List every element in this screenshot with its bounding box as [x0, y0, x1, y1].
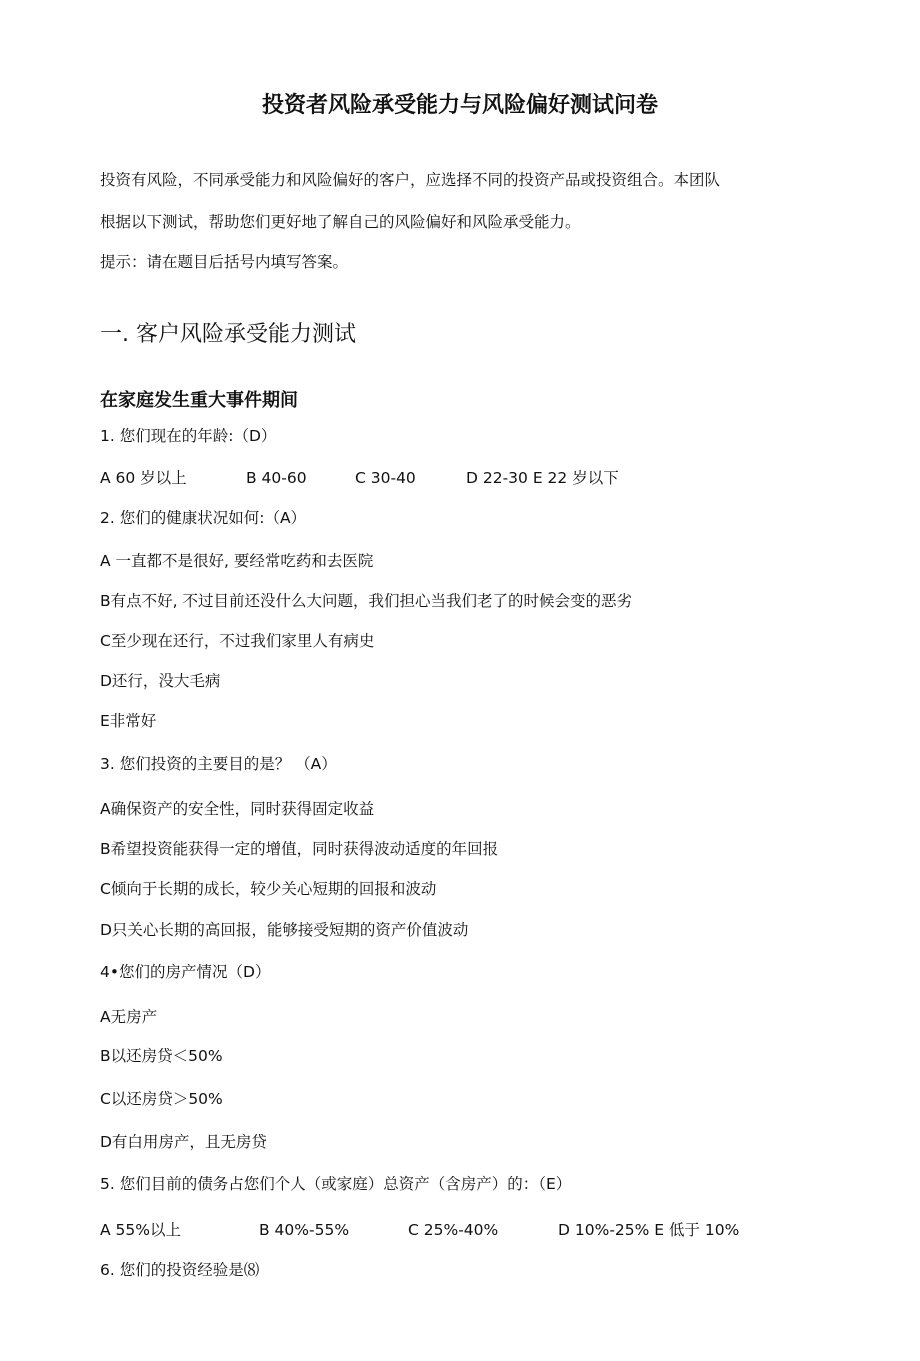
option: D还行，没大毛病 — [100, 672, 221, 690]
option: B以还房贷＜50% — [100, 1047, 223, 1065]
question-4: 4•您们的房产情况（D） — [100, 963, 271, 981]
hint-text: 提示：请在题目后括号内填写答案。 — [100, 253, 349, 271]
option: A无房产 — [100, 1008, 158, 1026]
option: C至少现在还行，不过我们家里人有病史 — [100, 632, 375, 650]
option: B有点不好, 不过目前还没什么大问题，我们担心当我们老了的时候会变的恶劣 — [100, 592, 632, 610]
question-1-options — [100, 468, 820, 488]
option: C 30-40 — [355, 469, 416, 487]
option: A确保资产的安全性，同时获得固定收益 — [100, 800, 375, 818]
question-3: 3. 您们投资的主要目的是？ （A） — [100, 755, 337, 773]
option: A 一直都不是很好, 要经常吃药和去医院 — [100, 552, 374, 570]
option: D有白用房产，且无房贷 — [100, 1133, 267, 1151]
option: B希望投资能获得一定的增值，同时获得波动适度的年回报 — [100, 840, 499, 858]
intro-paragraph-line-2: 根据以下测试，帮助您们更好地了解自己的风险偏好和风险承受能力。 — [100, 213, 581, 231]
option: D 10%-25% E 低于 10% — [558, 1221, 740, 1239]
option: C倾向于长期的成长，较少关心短期的回报和波动 — [100, 880, 437, 898]
question-2: 2. 您们的健康状况如何:（A） — [100, 509, 307, 527]
document-title: 投资者风险承受能力与风险偏好测试问卷 — [261, 93, 658, 118]
intro-paragraph-line-1: 投资有风险，不同承受能力和风险偏好的客户，应选择不同的投资产品或投资组合。本团队 — [100, 171, 721, 189]
option: D只关心长期的高回报，能够接受短期的资产价值波动 — [100, 921, 469, 939]
section-heading: 一. 客户风险承受能力测试 — [100, 322, 356, 347]
option: B 40-60 — [246, 469, 307, 487]
option: C以还房贷＞50% — [100, 1090, 223, 1108]
subsection-heading: 在家庭发生重大事件期间 — [100, 390, 298, 411]
option: B 40%-55% — [259, 1221, 350, 1239]
question-1: 1. 您们现在的年龄:（D） — [100, 427, 277, 445]
question-5: 5. 您们目前的债务占您们个人（或家庭）总资产（含房产）的：（E） — [100, 1175, 572, 1193]
question-6: 6. 您们的投资经验是⑻ — [100, 1261, 260, 1279]
option: A 60 岁以上 — [100, 469, 187, 487]
option: E非常好 — [100, 712, 157, 730]
option: C 25%-40% — [408, 1221, 499, 1239]
question-5-options — [100, 1220, 820, 1240]
option: D 22-30 E 22 岁以下 — [466, 469, 619, 487]
option: A 55%以上 — [100, 1221, 181, 1239]
